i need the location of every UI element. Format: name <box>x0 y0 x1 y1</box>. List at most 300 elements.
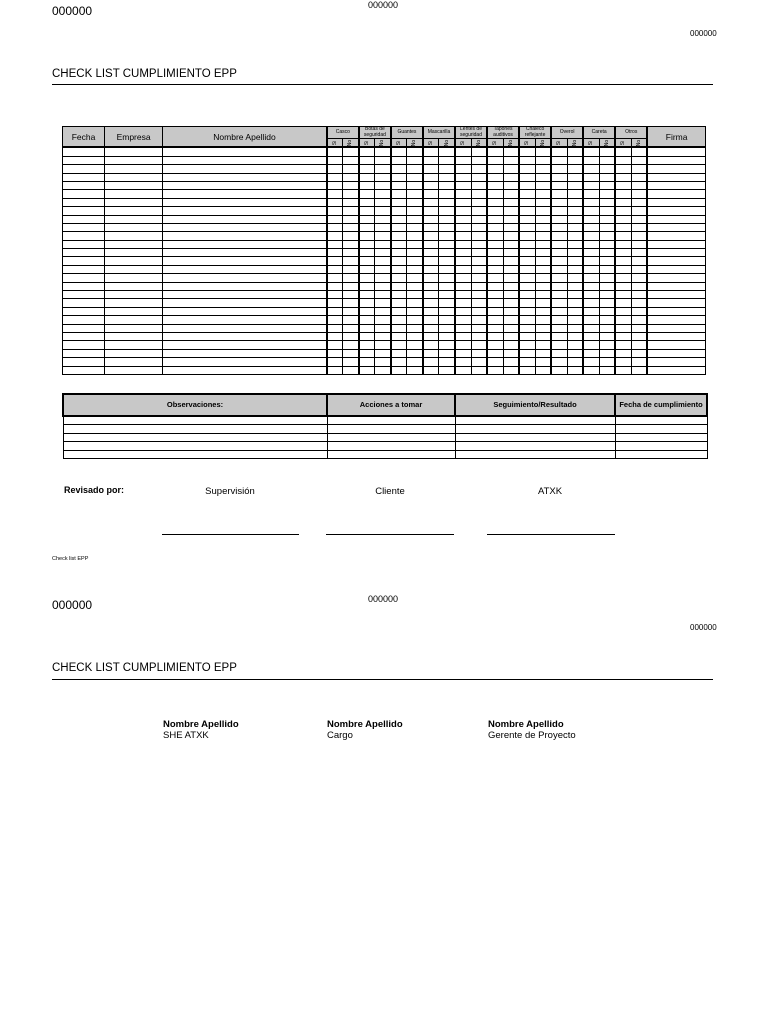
table-cell[interactable] <box>503 316 519 324</box>
table-cell[interactable] <box>503 358 519 366</box>
table-cell[interactable] <box>105 156 163 164</box>
table-cell[interactable] <box>519 165 535 173</box>
table-cell[interactable] <box>375 282 391 290</box>
table-cell[interactable] <box>583 223 599 231</box>
table-cell[interactable] <box>391 358 407 366</box>
table-cell[interactable] <box>375 316 391 324</box>
table-cell[interactable] <box>327 156 343 164</box>
table-cell[interactable] <box>163 291 327 299</box>
table-cell[interactable] <box>487 173 503 181</box>
table-cell[interactable] <box>471 181 487 189</box>
table-cell[interactable] <box>567 257 583 265</box>
table-cell[interactable] <box>519 265 535 273</box>
table-cell[interactable] <box>647 349 705 357</box>
table-cell[interactable] <box>583 181 599 189</box>
table-cell[interactable] <box>567 223 583 231</box>
table-cell[interactable] <box>423 223 439 231</box>
table-cell[interactable] <box>647 190 705 198</box>
table-cell[interactable] <box>599 316 615 324</box>
table-cell[interactable] <box>599 282 615 290</box>
table-cell[interactable] <box>327 291 343 299</box>
table-cell[interactable] <box>375 366 391 374</box>
table-cell[interactable] <box>375 240 391 248</box>
table-cell[interactable] <box>423 274 439 282</box>
table-cell[interactable] <box>105 215 163 223</box>
table-cell[interactable] <box>471 265 487 273</box>
table-cell[interactable] <box>519 156 535 164</box>
table-cell[interactable] <box>359 324 375 332</box>
table-cell[interactable] <box>503 274 519 282</box>
table-cell[interactable] <box>105 307 163 315</box>
table-cell[interactable] <box>343 240 359 248</box>
table-cell[interactable] <box>503 307 519 315</box>
table-cell[interactable] <box>599 198 615 206</box>
table-cell[interactable] <box>631 299 647 307</box>
table-cell[interactable] <box>343 366 359 374</box>
table-cell[interactable] <box>503 349 519 357</box>
table-cell[interactable] <box>599 299 615 307</box>
table-cell[interactable] <box>471 274 487 282</box>
table-cell[interactable] <box>599 265 615 273</box>
table-cell[interactable] <box>519 207 535 215</box>
table-cell[interactable] <box>631 181 647 189</box>
table-cell[interactable] <box>471 173 487 181</box>
table-cell[interactable] <box>455 190 471 198</box>
table-cell[interactable] <box>343 349 359 357</box>
table-cell[interactable] <box>439 324 455 332</box>
table-cell[interactable] <box>423 198 439 206</box>
table-cell[interactable] <box>647 341 705 349</box>
table-cell[interactable] <box>551 156 567 164</box>
table-cell[interactable] <box>487 249 503 257</box>
table-cell[interactable] <box>423 165 439 173</box>
table-cell[interactable] <box>163 223 327 231</box>
table-cell[interactable] <box>503 156 519 164</box>
table-cell[interactable] <box>391 291 407 299</box>
table-cell[interactable] <box>647 165 705 173</box>
table-cell[interactable] <box>583 257 599 265</box>
table-cell[interactable] <box>375 207 391 215</box>
table-cell[interactable] <box>567 316 583 324</box>
table-cell[interactable] <box>583 358 599 366</box>
table-cell[interactable] <box>647 207 705 215</box>
table-cell[interactable] <box>551 366 567 374</box>
table-cell[interactable] <box>615 324 631 332</box>
table-cell[interactable] <box>439 249 455 257</box>
table-cell[interactable] <box>583 291 599 299</box>
table-cell[interactable] <box>487 181 503 189</box>
table-cell[interactable] <box>631 324 647 332</box>
table-cell[interactable] <box>583 165 599 173</box>
table-cell[interactable] <box>343 307 359 315</box>
table-cell[interactable] <box>105 190 163 198</box>
table-cell[interactable] <box>359 265 375 273</box>
table-cell[interactable] <box>519 223 535 231</box>
table-cell[interactable] <box>423 299 439 307</box>
table-cell[interactable] <box>439 332 455 340</box>
table-cell[interactable] <box>487 165 503 173</box>
table-cell[interactable] <box>583 232 599 240</box>
table-cell[interactable] <box>567 332 583 340</box>
table-cell[interactable] <box>647 299 705 307</box>
table-cell[interactable] <box>327 341 343 349</box>
table-cell[interactable] <box>471 282 487 290</box>
table-cell[interactable] <box>503 223 519 231</box>
table-cell[interactable] <box>551 341 567 349</box>
table-cell[interactable] <box>439 147 455 156</box>
table-cell[interactable] <box>163 181 327 189</box>
table-cell[interactable] <box>503 232 519 240</box>
table-cell[interactable] <box>647 332 705 340</box>
table-cell[interactable] <box>599 257 615 265</box>
table-cell[interactable] <box>343 299 359 307</box>
table-cell[interactable] <box>615 198 631 206</box>
table-cell[interactable] <box>423 324 439 332</box>
table-cell[interactable] <box>631 332 647 340</box>
table-cell[interactable] <box>163 190 327 198</box>
table-cell[interactable] <box>375 215 391 223</box>
table-cell[interactable] <box>615 416 707 425</box>
table-cell[interactable] <box>327 223 343 231</box>
table-cell[interactable] <box>599 366 615 374</box>
table-cell[interactable] <box>455 433 615 441</box>
table-cell[interactable] <box>375 156 391 164</box>
table-cell[interactable] <box>583 324 599 332</box>
table-cell[interactable] <box>471 223 487 231</box>
table-cell[interactable] <box>631 156 647 164</box>
table-cell[interactable] <box>455 181 471 189</box>
table-cell[interactable] <box>327 240 343 248</box>
table-cell[interactable] <box>327 366 343 374</box>
table-cell[interactable] <box>535 165 551 173</box>
table-cell[interactable] <box>439 307 455 315</box>
table-cell[interactable] <box>343 223 359 231</box>
table-cell[interactable] <box>503 332 519 340</box>
table-cell[interactable] <box>327 274 343 282</box>
table-cell[interactable] <box>343 341 359 349</box>
table-cell[interactable] <box>487 215 503 223</box>
table-cell[interactable] <box>599 207 615 215</box>
table-cell[interactable] <box>487 324 503 332</box>
table-cell[interactable] <box>503 299 519 307</box>
table-cell[interactable] <box>535 349 551 357</box>
table-cell[interactable] <box>423 341 439 349</box>
table-cell[interactable] <box>327 316 343 324</box>
table-cell[interactable] <box>535 249 551 257</box>
table-cell[interactable] <box>455 299 471 307</box>
table-cell[interactable] <box>551 223 567 231</box>
table-cell[interactable] <box>519 299 535 307</box>
table-cell[interactable] <box>63 173 105 181</box>
table-cell[interactable] <box>631 291 647 299</box>
table-cell[interactable] <box>63 316 105 324</box>
table-cell[interactable] <box>375 147 391 156</box>
table-cell[interactable] <box>519 307 535 315</box>
table-cell[interactable] <box>487 232 503 240</box>
table-cell[interactable] <box>615 215 631 223</box>
table-cell[interactable] <box>631 147 647 156</box>
table-cell[interactable] <box>471 324 487 332</box>
table-cell[interactable] <box>375 223 391 231</box>
table-cell[interactable] <box>439 366 455 374</box>
table-cell[interactable] <box>439 299 455 307</box>
table-cell[interactable] <box>551 165 567 173</box>
table-cell[interactable] <box>327 307 343 315</box>
table-cell[interactable] <box>163 232 327 240</box>
table-cell[interactable] <box>343 265 359 273</box>
table-cell[interactable] <box>519 341 535 349</box>
table-cell[interactable] <box>359 147 375 156</box>
table-cell[interactable] <box>503 366 519 374</box>
table-cell[interactable] <box>551 291 567 299</box>
table-cell[interactable] <box>359 349 375 357</box>
table-cell[interactable] <box>391 165 407 173</box>
table-cell[interactable] <box>359 274 375 282</box>
table-cell[interactable] <box>583 341 599 349</box>
table-cell[interactable] <box>631 232 647 240</box>
table-cell[interactable] <box>359 249 375 257</box>
table-cell[interactable] <box>567 181 583 189</box>
table-cell[interactable] <box>455 240 471 248</box>
table-cell[interactable] <box>583 282 599 290</box>
table-cell[interactable] <box>163 207 327 215</box>
table-cell[interactable] <box>63 274 105 282</box>
table-cell[interactable] <box>455 223 471 231</box>
table-cell[interactable] <box>455 173 471 181</box>
table-cell[interactable] <box>343 274 359 282</box>
table-cell[interactable] <box>375 341 391 349</box>
table-cell[interactable] <box>647 291 705 299</box>
table-cell[interactable] <box>327 207 343 215</box>
table-cell[interactable] <box>343 232 359 240</box>
table-cell[interactable] <box>599 190 615 198</box>
table-cell[interactable] <box>599 324 615 332</box>
table-cell[interactable] <box>615 332 631 340</box>
table-cell[interactable] <box>407 282 423 290</box>
table-cell[interactable] <box>583 307 599 315</box>
table-cell[interactable] <box>375 198 391 206</box>
table-cell[interactable] <box>615 442 707 450</box>
table-cell[interactable] <box>551 207 567 215</box>
table-cell[interactable] <box>439 349 455 357</box>
table-cell[interactable] <box>63 324 105 332</box>
table-cell[interactable] <box>359 332 375 340</box>
table-cell[interactable] <box>647 198 705 206</box>
table-cell[interactable] <box>407 207 423 215</box>
table-cell[interactable] <box>647 249 705 257</box>
table-cell[interactable] <box>391 147 407 156</box>
table-cell[interactable] <box>455 257 471 265</box>
table-cell[interactable] <box>583 366 599 374</box>
table-cell[interactable] <box>487 307 503 315</box>
table-cell[interactable] <box>647 257 705 265</box>
table-cell[interactable] <box>455 324 471 332</box>
table-cell[interactable] <box>631 207 647 215</box>
table-cell[interactable] <box>551 147 567 156</box>
table-cell[interactable] <box>647 265 705 273</box>
table-cell[interactable] <box>583 156 599 164</box>
table-cell[interactable] <box>503 181 519 189</box>
table-cell[interactable] <box>105 349 163 357</box>
table-cell[interactable] <box>63 156 105 164</box>
table-cell[interactable] <box>535 223 551 231</box>
table-cell[interactable] <box>583 240 599 248</box>
table-cell[interactable] <box>535 299 551 307</box>
table-cell[interactable] <box>375 274 391 282</box>
table-cell[interactable] <box>503 190 519 198</box>
table-cell[interactable] <box>327 147 343 156</box>
table-cell[interactable] <box>63 358 105 366</box>
table-cell[interactable] <box>519 349 535 357</box>
table-cell[interactable] <box>535 190 551 198</box>
table-cell[interactable] <box>105 274 163 282</box>
table-cell[interactable] <box>343 215 359 223</box>
table-cell[interactable] <box>471 291 487 299</box>
table-cell[interactable] <box>599 165 615 173</box>
table-cell[interactable] <box>551 349 567 357</box>
table-cell[interactable] <box>423 240 439 248</box>
table-cell[interactable] <box>647 173 705 181</box>
table-cell[interactable] <box>487 349 503 357</box>
table-cell[interactable] <box>375 232 391 240</box>
table-cell[interactable] <box>583 215 599 223</box>
table-cell[interactable] <box>163 156 327 164</box>
table-cell[interactable] <box>407 249 423 257</box>
table-cell[interactable] <box>471 257 487 265</box>
table-cell[interactable] <box>599 332 615 340</box>
table-cell[interactable] <box>105 249 163 257</box>
table-cell[interactable] <box>583 249 599 257</box>
table-cell[interactable] <box>163 215 327 223</box>
table-cell[interactable] <box>423 181 439 189</box>
table-cell[interactable] <box>63 240 105 248</box>
table-cell[interactable] <box>487 240 503 248</box>
table-cell[interactable] <box>647 324 705 332</box>
table-cell[interactable] <box>163 316 327 324</box>
table-cell[interactable] <box>647 282 705 290</box>
table-cell[interactable] <box>455 341 471 349</box>
table-cell[interactable] <box>423 265 439 273</box>
table-cell[interactable] <box>631 257 647 265</box>
table-cell[interactable] <box>599 215 615 223</box>
table-cell[interactable] <box>63 198 105 206</box>
table-cell[interactable] <box>615 316 631 324</box>
table-cell[interactable] <box>105 181 163 189</box>
table-cell[interactable] <box>407 332 423 340</box>
table-cell[interactable] <box>375 324 391 332</box>
table-cell[interactable] <box>647 147 705 156</box>
table-cell[interactable] <box>391 265 407 273</box>
table-cell[interactable] <box>407 173 423 181</box>
table-cell[interactable] <box>455 425 615 433</box>
table-cell[interactable] <box>519 366 535 374</box>
table-cell[interactable] <box>343 147 359 156</box>
table-cell[interactable] <box>551 173 567 181</box>
table-cell[interactable] <box>615 240 631 248</box>
table-cell[interactable] <box>327 282 343 290</box>
table-cell[interactable] <box>391 366 407 374</box>
table-cell[interactable] <box>407 307 423 315</box>
table-cell[interactable] <box>375 181 391 189</box>
table-cell[interactable] <box>63 299 105 307</box>
table-cell[interactable] <box>583 274 599 282</box>
table-cell[interactable] <box>391 341 407 349</box>
table-cell[interactable] <box>423 307 439 315</box>
table-cell[interactable] <box>439 265 455 273</box>
table-cell[interactable] <box>615 232 631 240</box>
table-cell[interactable] <box>391 198 407 206</box>
table-cell[interactable] <box>423 232 439 240</box>
table-cell[interactable] <box>535 265 551 273</box>
table-cell[interactable] <box>599 349 615 357</box>
table-cell[interactable] <box>471 349 487 357</box>
table-cell[interactable] <box>407 147 423 156</box>
table-cell[interactable] <box>163 341 327 349</box>
table-cell[interactable] <box>407 341 423 349</box>
table-cell[interactable] <box>631 165 647 173</box>
table-cell[interactable] <box>567 265 583 273</box>
table-cell[interactable] <box>583 173 599 181</box>
table-cell[interactable] <box>599 147 615 156</box>
table-cell[interactable] <box>615 349 631 357</box>
table-cell[interactable] <box>359 291 375 299</box>
table-cell[interactable] <box>551 249 567 257</box>
table-cell[interactable] <box>391 215 407 223</box>
table-cell[interactable] <box>63 450 327 458</box>
table-cell[interactable] <box>615 265 631 273</box>
table-cell[interactable] <box>391 190 407 198</box>
table-cell[interactable] <box>503 240 519 248</box>
table-cell[interactable] <box>503 207 519 215</box>
table-cell[interactable] <box>423 249 439 257</box>
table-cell[interactable] <box>343 358 359 366</box>
table-cell[interactable] <box>423 366 439 374</box>
table-cell[interactable] <box>163 349 327 357</box>
table-cell[interactable] <box>163 358 327 366</box>
table-cell[interactable] <box>535 341 551 349</box>
table-cell[interactable] <box>487 358 503 366</box>
table-cell[interactable] <box>359 190 375 198</box>
table-cell[interactable] <box>535 358 551 366</box>
table-cell[interactable] <box>407 190 423 198</box>
table-cell[interactable] <box>487 147 503 156</box>
table-cell[interactable] <box>535 232 551 240</box>
table-cell[interactable] <box>631 198 647 206</box>
table-cell[interactable] <box>439 165 455 173</box>
table-cell[interactable] <box>631 307 647 315</box>
table-cell[interactable] <box>567 190 583 198</box>
table-cell[interactable] <box>63 416 327 425</box>
table-cell[interactable] <box>615 257 631 265</box>
table-cell[interactable] <box>455 249 471 257</box>
table-cell[interactable] <box>471 198 487 206</box>
table-cell[interactable] <box>599 358 615 366</box>
table-cell[interactable] <box>343 198 359 206</box>
table-cell[interactable] <box>343 190 359 198</box>
table-cell[interactable] <box>567 156 583 164</box>
table-cell[interactable] <box>551 265 567 273</box>
table-cell[interactable] <box>583 207 599 215</box>
table-cell[interactable] <box>375 265 391 273</box>
table-cell[interactable] <box>359 173 375 181</box>
table-cell[interactable] <box>647 316 705 324</box>
table-cell[interactable] <box>375 249 391 257</box>
table-cell[interactable] <box>439 291 455 299</box>
table-cell[interactable] <box>631 265 647 273</box>
table-cell[interactable] <box>567 366 583 374</box>
table-cell[interactable] <box>407 358 423 366</box>
table-cell[interactable] <box>327 232 343 240</box>
